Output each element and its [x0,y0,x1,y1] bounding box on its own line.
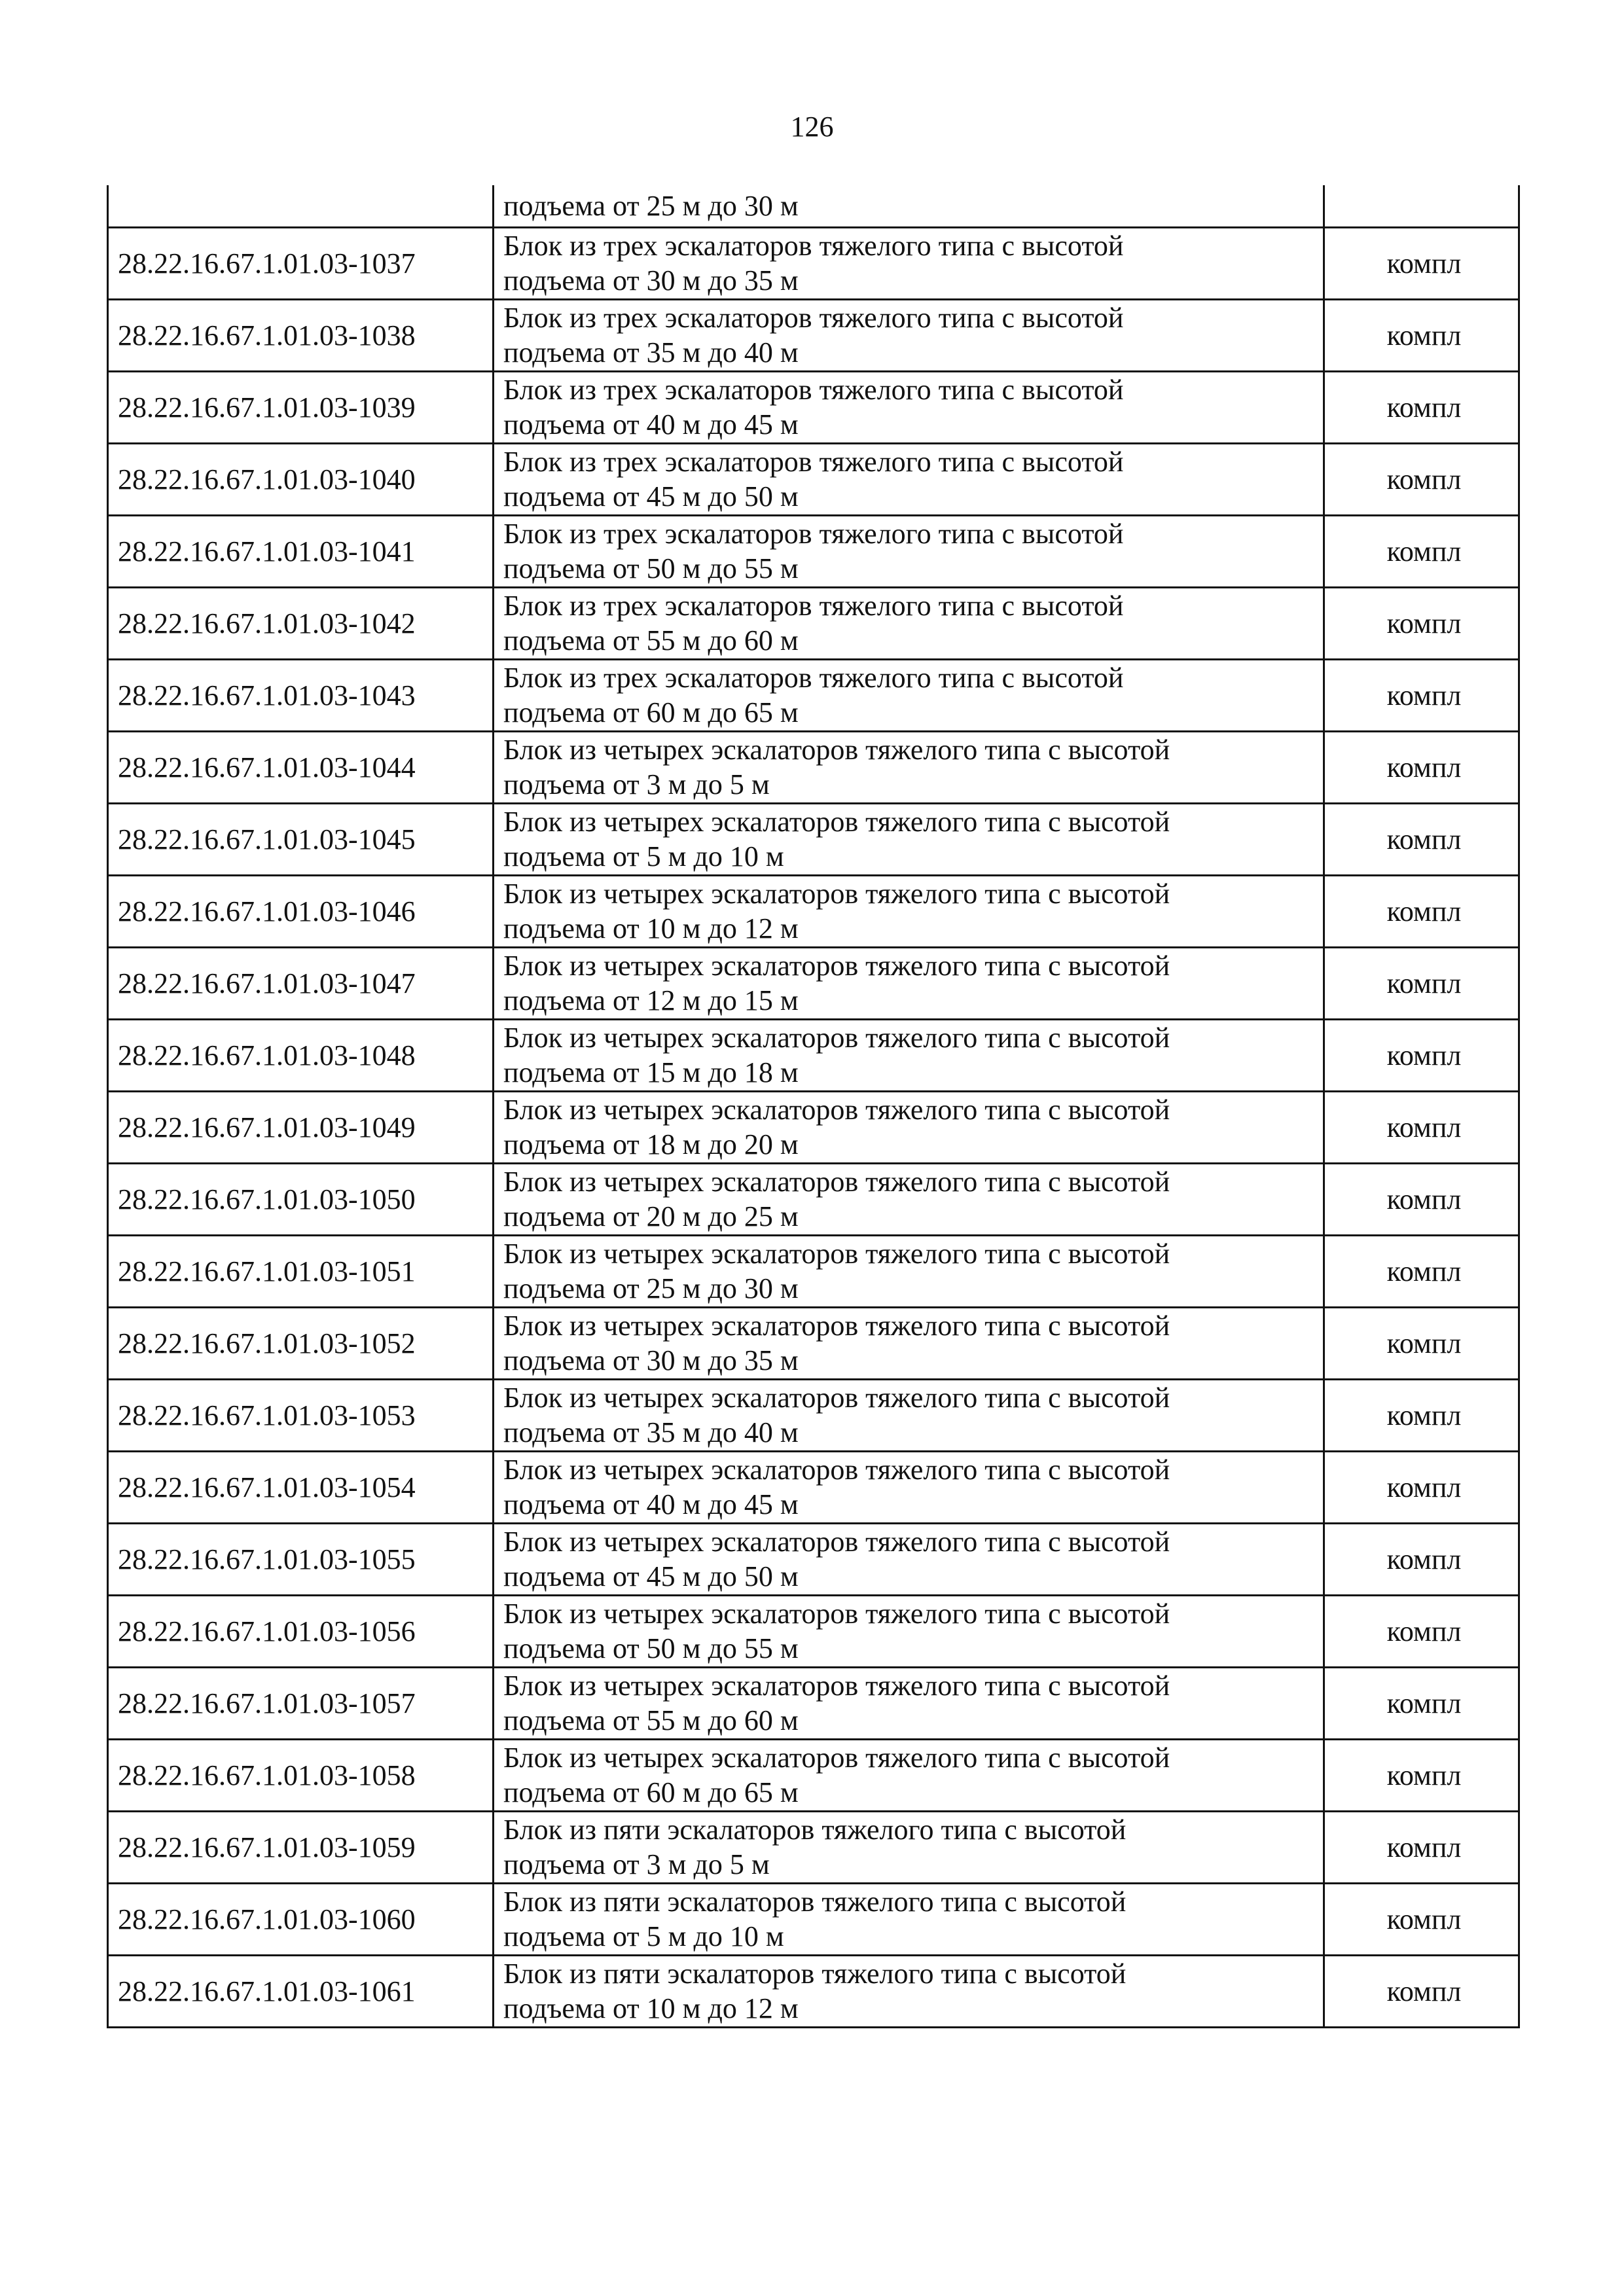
description-line: Блок из четырех эскалаторов тяжелого типа с высотой [503,1022,1170,1054]
unit-cell: компл [1324,1091,1519,1163]
description-line: Блок из трех эскалаторов тяжелого типа с высотой [503,446,1124,478]
description-line: подъема от 30 м до 35 м [503,1344,799,1376]
unit-cell: компл [1324,1235,1519,1307]
description-line: Блок из четырех эскалаторов тяжелого типа с высотой [503,1382,1170,1414]
code-cell: 28.22.16.67.1.01.03-1041 [108,515,494,587]
table-row [108,1163,1519,1235]
description-cell [494,1883,1324,1955]
description-cell [494,1091,1324,1163]
unit-cell: компл [1324,227,1519,299]
page-number: 126 [790,111,834,143]
description-line: подъема от 5 м до 10 м [503,1920,784,1952]
unit-cell: компл [1324,1739,1519,1811]
description-line: подъема от 25 м до 30 м [503,1272,799,1304]
code-cell: 28.22.16.67.1.01.03-1042 [108,587,494,659]
unit-cell: компл [1324,299,1519,371]
description-cell [494,947,1324,1019]
unit-cell: компл [1324,1883,1519,1955]
description-line: Блок из пяти эскалаторов тяжелого типа с высотой [503,1958,1127,1990]
description-line: Блок из трех эскалаторов тяжелого типа с высотой [503,590,1124,622]
unit-cell: компл [1324,1523,1519,1595]
table-row [108,1523,1519,1595]
table-row [108,1235,1519,1307]
table-row [108,1451,1519,1523]
description-line: подъема от 3 м до 5 м [503,1848,770,1880]
description-line: Блок из четырех эскалаторов тяжелого типа с высотой [503,1454,1170,1486]
code-cell: 28.22.16.67.1.01.03-1046 [108,875,494,947]
code-cell: 28.22.16.67.1.01.03-1038 [108,299,494,371]
spec-table [107,185,1520,2028]
description-cell [494,1667,1324,1739]
code-cell: 28.22.16.67.1.01.03-1045 [108,803,494,875]
description-line: подъема от 30 м до 35 м [503,264,799,296]
description-line: подъема от 10 м до 12 м [503,1992,799,2024]
table-row [108,1307,1519,1379]
unit-cell [1324,185,1519,227]
description-line: Блок из четырех эскалаторов тяжелого типа с высотой [503,1166,1170,1198]
description-cell [494,1019,1324,1091]
description-line: подъема от 50 м до 55 м [503,1632,799,1664]
unit-cell: компл [1324,443,1519,515]
unit-cell: компл [1324,1163,1519,1235]
code-cell: 28.22.16.67.1.01.03-1047 [108,947,494,1019]
unit-cell: компл [1324,1955,1519,2027]
table-row [108,1595,1519,1667]
description-cell [494,185,1324,227]
description-line: подъема от 45 м до 50 м [503,1560,799,1592]
unit-cell: компл [1324,875,1519,947]
code-cell: 28.22.16.67.1.01.03-1061 [108,1955,494,2027]
code-cell: 28.22.16.67.1.01.03-1039 [108,371,494,443]
table-row [108,371,1519,443]
unit-cell: компл [1324,587,1519,659]
unit-cell: компл [1324,1451,1519,1523]
description-line: Блок из трех эскалаторов тяжелого типа с высотой [503,518,1124,550]
code-cell: 28.22.16.67.1.01.03-1055 [108,1523,494,1595]
unit-cell: компл [1324,1379,1519,1451]
table-row [108,1379,1519,1451]
unit-cell: компл [1324,1019,1519,1091]
table-row [108,515,1519,587]
unit-cell: компл [1324,1667,1519,1739]
description-line: подъема от 40 м до 45 м [503,408,799,440]
table-row [108,803,1519,875]
description-line: подъема от 10 м до 12 м [503,912,799,944]
description-line: подъема от 12 м до 15 м [503,984,799,1016]
table-row [108,659,1519,731]
code-cell: 28.22.16.67.1.01.03-1048 [108,1019,494,1091]
description-line: Блок из четырех эскалаторов тяжелого типа с высотой [503,1094,1170,1126]
description-line: подъема от 45 м до 50 м [503,480,799,512]
description-line: подъема от 60 м до 65 м [503,1776,799,1808]
table-row [108,875,1519,947]
code-cell: 28.22.16.67.1.01.03-1060 [108,1883,494,1955]
code-cell: 28.22.16.67.1.01.03-1058 [108,1739,494,1811]
description-line: подъема от 55 м до 60 м [503,1704,799,1736]
code-cell: 28.22.16.67.1.01.03-1054 [108,1451,494,1523]
description-line: Блок из четырех эскалаторов тяжелого типа с высотой [503,734,1170,766]
description-cell [494,443,1324,515]
unit-cell: компл [1324,731,1519,803]
table-row [108,587,1519,659]
description-cell [494,1523,1324,1595]
description-cell [494,1235,1324,1307]
description-cell [494,1379,1324,1451]
description-line: подъема от 35 м до 40 м [503,336,799,368]
unit-cell: компл [1324,371,1519,443]
description-line: подъема от 3 м до 5 м [503,768,770,800]
unit-cell: компл [1324,659,1519,731]
unit-cell: компл [1324,1595,1519,1667]
code-cell: 28.22.16.67.1.01.03-1050 [108,1163,494,1235]
description-line: подъема от 60 м до 65 м [503,696,799,728]
code-cell: 28.22.16.67.1.01.03-1059 [108,1811,494,1883]
code-cell: 28.22.16.67.1.01.03-1051 [108,1235,494,1307]
description-cell [494,1595,1324,1667]
description-line: Блок из трех эскалаторов тяжелого типа с высотой [503,230,1124,262]
description-cell [494,227,1324,299]
description-line: Блок из трех эскалаторов тяжелого типа с высотой [503,662,1124,694]
table-row [108,1091,1519,1163]
table-row [108,1811,1519,1883]
description-cell [494,1451,1324,1523]
code-cell: 28.22.16.67.1.01.03-1040 [108,443,494,515]
code-cell: 28.22.16.67.1.01.03-1043 [108,659,494,731]
description-cell [494,299,1324,371]
description-line: Блок из четырех эскалаторов тяжелого типа с высотой [503,1238,1170,1270]
description-line: подъема от 5 м до 10 м [503,840,784,872]
code-cell: 28.22.16.67.1.01.03-1053 [108,1379,494,1451]
code-cell: 28.22.16.67.1.01.03-1037 [108,227,494,299]
table-row [108,947,1519,1019]
code-cell: 28.22.16.67.1.01.03-1052 [108,1307,494,1379]
description-line: Блок из четырех эскалаторов тяжелого типа с высотой [503,1526,1170,1558]
table-row [108,1739,1519,1811]
description-cell [494,515,1324,587]
code-cell: 28.22.16.67.1.01.03-1056 [108,1595,494,1667]
unit-cell: компл [1324,515,1519,587]
table-row [108,443,1519,515]
description-line: Блок из четырех эскалаторов тяжелого типа с высотой [503,950,1170,982]
table-row [108,1955,1519,2027]
description-line: Блок из четырех эскалаторов тяжелого типа с высотой [503,1310,1170,1342]
description-line: подъема от 35 м до 40 м [503,1416,799,1448]
table-row [108,227,1519,299]
description-cell [494,1739,1324,1811]
description-line: Блок из четырех эскалаторов тяжелого типа с высотой [503,878,1170,910]
table-row-continued [108,185,1519,227]
description-line: Блок из пяти эскалаторов тяжелого типа с высотой [503,1814,1127,1846]
table-row [108,299,1519,371]
description-line: подъема от 25 м до 30 м [503,189,799,222]
description-line: Блок из пяти эскалаторов тяжелого типа с высотой [503,1886,1127,1918]
unit-cell: компл [1324,947,1519,1019]
code-cell: 28.22.16.67.1.01.03-1044 [108,731,494,803]
table-row [108,1883,1519,1955]
description-cell [494,1163,1324,1235]
description-cell [494,371,1324,443]
description-line: Блок из трех эскалаторов тяжелого типа с высотой [503,374,1124,406]
description-cell [494,587,1324,659]
table-row [108,1667,1519,1739]
code-cell: 28.22.16.67.1.01.03-1057 [108,1667,494,1739]
unit-cell: компл [1324,1307,1519,1379]
description-line: Блок из четырех эскалаторов тяжелого типа с высотой [503,1670,1170,1702]
description-line: Блок из четырех эскалаторов тяжелого типа с высотой [503,1742,1170,1774]
description-line: подъема от 50 м до 55 м [503,552,799,584]
spec-table-body [108,185,1519,2027]
description-line: Блок из четырех эскалаторов тяжелого типа с высотой [503,1598,1170,1630]
unit-cell: компл [1324,803,1519,875]
description-line: подъема от 20 м до 25 м [503,1200,799,1232]
description-line: подъема от 18 м до 20 м [503,1128,799,1160]
description-cell [494,1307,1324,1379]
description-cell [494,659,1324,731]
table-row [108,731,1519,803]
description-cell [494,875,1324,947]
description-cell [494,731,1324,803]
code-cell [108,185,494,227]
table-row [108,1019,1519,1091]
description-line: подъема от 55 м до 60 м [503,624,799,656]
description-line: Блок из четырех эскалаторов тяжелого типа с высотой [503,806,1170,838]
unit-cell: компл [1324,1811,1519,1883]
description-cell [494,803,1324,875]
code-cell: 28.22.16.67.1.01.03-1049 [108,1091,494,1163]
description-line: подъема от 15 м до 18 м [503,1056,799,1088]
description-cell [494,1955,1324,2027]
description-line: Блок из трех эскалаторов тяжелого типа с высотой [503,302,1124,334]
description-line: подъема от 40 м до 45 м [503,1488,799,1520]
description-cell [494,1811,1324,1883]
